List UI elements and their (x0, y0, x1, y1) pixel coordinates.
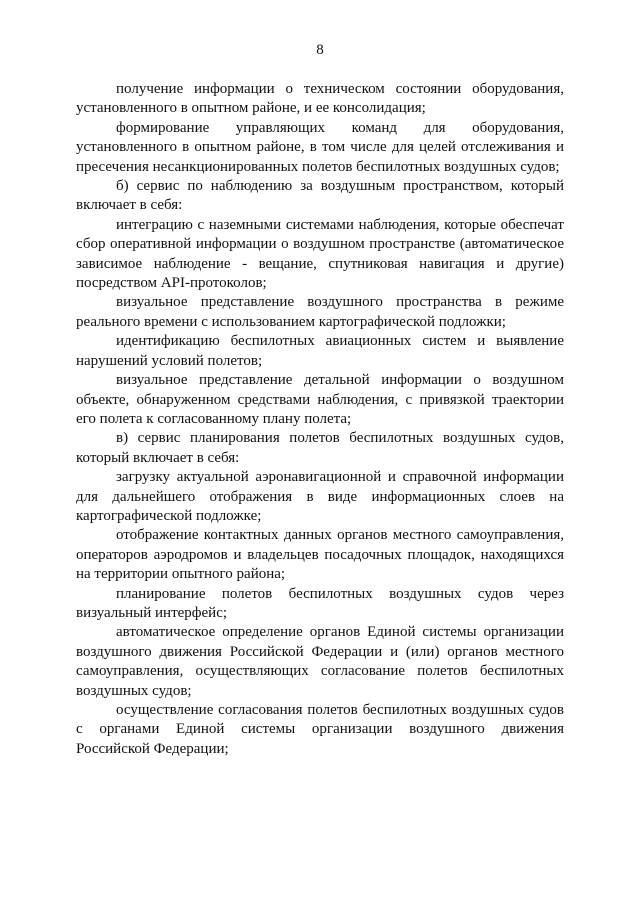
paragraph: интеграцию с наземными системами наблюдения, которые обеспечат сбор оперативной информации о воздушном пространстве (автоматическое зависимое наблюдение - вещание, спутниковая навигация и другие) посредством API-протоколов; (76, 216, 564, 292)
paragraph: идентификацию беспилотных авиационных систем и выявление нарушений условий полетов; (76, 333, 564, 369)
paragraph: визуальное представление детальной информации о воздушном объекте, обнаруженном средствами наблюдения, с привязкой траектории его полета к согласованному плану полета; (76, 372, 564, 427)
page-number: 8 (316, 42, 324, 58)
paragraph: автоматическое определение органов Единой системы организации воздушного движения Российской Федерации и (или) органов местного самоуправления, осуществляющих согласование полетов беспилотных воздушных судов; (76, 624, 564, 699)
paragraph: получение информации о техническом состоянии оборудования, установленного в опытном районе, и ее консолидация; (76, 81, 564, 117)
paragraph: б) сервис по наблюдению за воздушным пространством, который включает в себя: (76, 178, 564, 214)
paragraph: формирование управляющих команд для оборудования, установленного в опытном районе, в том числе для целей отслеживания и пресечения несанкционированных полетов беспилотных воздушных судов; (76, 119, 564, 175)
paragraph: планирование полетов беспилотных воздушных судов через визуальный интерфейс; (76, 585, 564, 621)
paragraph: загрузку актуальной аэронавигационной и справочной информации для дальнейшего отображения в виде информационных слоев на картографической подложке; (76, 469, 564, 524)
paragraph: отображение контактных данных органов местного самоуправления, операторов аэродромов и владельцев посадочных площадок, находящихся на территории опытного района; (76, 527, 564, 583)
document-body (76, 80, 564, 759)
paragraph: осуществление согласования полетов беспилотных воздушных судов с органами Единой системы организации воздушного движения Российской Федерации; (76, 702, 564, 757)
paragraph: в) сервис планирования полетов беспилотных воздушных судов, который включает в себя: (76, 430, 564, 466)
paragraph: визуальное представление воздушного пространства в режиме реального времени с использованием картографической подложки; (76, 294, 564, 330)
